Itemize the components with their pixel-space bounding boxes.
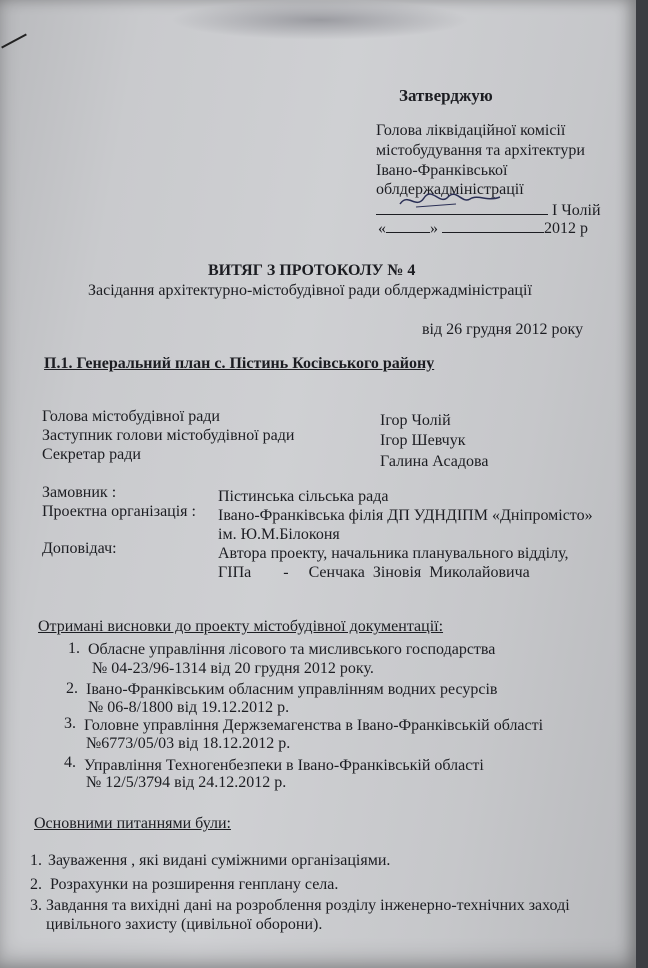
official-role-2: Заступник голови містобудівної ради <box>42 427 295 444</box>
conclusion-line-2b: № 06-8/1800 від 19.12.2012 р. <box>88 699 290 716</box>
signature-underline <box>376 198 548 215</box>
scan-smudge <box>170 0 470 40</box>
org-value-line-2: ім. Ю.М.Білоконя <box>218 526 340 543</box>
approval-line-4: облдержадміністрації <box>376 181 524 198</box>
official-role-3: Секретар ради <box>42 446 141 463</box>
issue-text-1: Зауваження , які видані суміжними організаціями. <box>48 852 391 869</box>
conclusion-line-1b: № 04-23/96-1314 від 20 грудня 2012 року. <box>92 660 374 677</box>
date-quote-close: » <box>430 220 438 237</box>
official-role-1: Голова містобудівної ради <box>42 408 220 425</box>
speaker-value-line-2: ГІПа - Сенчака Зіновія Миколайовича <box>218 564 530 581</box>
approval-line-3: Івано-Франківської <box>376 162 508 179</box>
document-date: від 26 грудня 2012 року <box>422 321 584 338</box>
official-name-3: Галина Асадова <box>380 453 489 470</box>
document-subtitle: Засідання архітектурно-містобудівної ради облдержадміністрації <box>88 282 532 299</box>
customer-label: Замовник : <box>42 484 117 501</box>
conclusion-line-1a: Обласне управління лісового та мисливського господарства <box>88 641 496 658</box>
approval-line-2: містобудування та архітектури <box>376 142 585 159</box>
issue-text-2: Розрахунки на розширення генплану села. <box>46 876 339 893</box>
conclusion-line-4a: Управління Техногенбезпеки в Івано-Франківській області <box>84 757 484 774</box>
approval-line-1: Голова ліквідаційної комісії <box>376 122 566 139</box>
conclusion-line-2a: Івано-Франківським обласним управлінням водних ресурсів <box>86 681 498 698</box>
org-label: Проектна організація : <box>42 503 196 520</box>
date-quote-open: « <box>378 220 386 237</box>
official-name-2: Ігор Шевчук <box>380 432 466 449</box>
approval-signer: І Чолій <box>552 202 601 219</box>
conclusion-num-2: 2. <box>66 680 78 697</box>
issue-text-3a: Завдання та вихідні дані на розроблення розділу інженерно-технічних заході <box>46 897 570 914</box>
conclusion-line-3a: Головне управління Держземагенства в Івано-Франківській області <box>84 717 544 734</box>
speaker-label: Доповідач: <box>42 540 117 557</box>
conclusion-num-1: 1. <box>68 640 80 657</box>
official-name-1: Ігор Чолій <box>380 412 451 429</box>
conclusion-num-4: 4. <box>64 754 76 771</box>
issue-text-3b: цивільного захисту (цивільної оборони). <box>46 916 323 933</box>
issue-num-2: 2. <box>30 876 42 893</box>
org-value-line-1: Івано-Франківська філія ДП УДНДІПМ «Дніпромісто» <box>218 507 593 524</box>
conclusions-heading: Отримані висновки до проекту містобудівної документації: <box>38 618 444 635</box>
issue-num-1: 1. <box>30 852 42 869</box>
date-year: 2012 р <box>544 220 588 237</box>
speaker-value-line-1: Автора проекту, начальника планувального відділу, <box>218 545 569 562</box>
date-month-blank <box>442 216 544 233</box>
issue-num-3: 3. <box>30 897 42 914</box>
conclusion-line-3b: №6773/05/03 від 18.12.2012 р. <box>86 735 291 752</box>
date-day-blank <box>386 216 430 233</box>
conclusion-line-4b: № 12/5/3794 від 24.12.2012 р. <box>86 774 287 791</box>
issues-heading: Основними питаннями були: <box>34 815 231 832</box>
scan-mark <box>1 34 27 49</box>
document-title: ВИТЯГ З ПРОТОКОЛУ № 4 <box>208 262 416 279</box>
approval-heading: Затверджую <box>399 86 493 105</box>
conclusion-num-3: 3. <box>64 715 76 732</box>
section-title: П.1. Генеральний план с. Пістинь Косівського району <box>44 355 435 372</box>
customer-value: Пістинська сільська рада <box>218 488 389 505</box>
approval-date-line <box>378 216 588 238</box>
